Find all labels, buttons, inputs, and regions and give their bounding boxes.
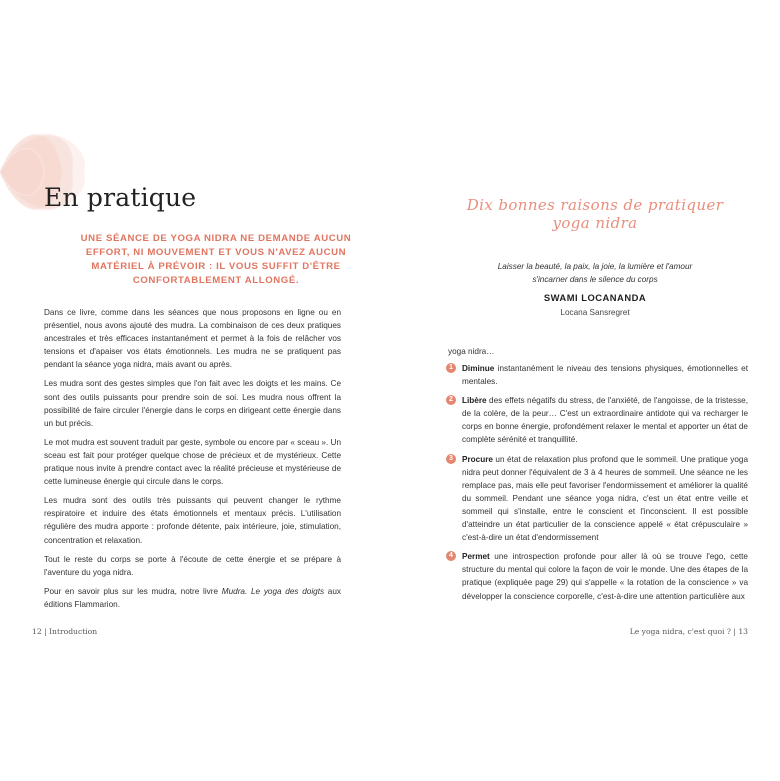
list-lead-in: yoga nidra… (448, 347, 495, 356)
left-folio: 12 | Introduction (32, 627, 98, 636)
reason-body: un état de relaxation plus profond que le sommeil. Une pratique yoga nidra peut donner l'équivalent de 3 à 4 heures de sommeil. Une séance ne les remplace pas, mais elle peut favoriser l'endormissement et améliorer la qualité du sommeil. Pendant une séance yoga nidra, c'est un état entre veille et sommeil qui s'installe, entre le conscient et l'inconscient. Il est possible d'atteindre un état particulier de la conscience appelé « état crépusculaire » c'est-à-dire un état d'endormissement (462, 454, 748, 543)
numbered-circle-icon: 3 (446, 454, 456, 464)
list-item (446, 394, 748, 446)
right-folio: Le yoga nidra, c'est quoi ? | 13 (629, 627, 748, 636)
reason-text (462, 550, 748, 602)
reason-lead-word: Diminue (462, 364, 495, 373)
body-paragraph-book-reference (44, 585, 341, 611)
chapter-title: En pratique (44, 183, 197, 212)
body-paragraph: Les mudra sont des outils très puissants qui peuvent changer le rythme respiratoire et induire des états émotionnels et mentaux précis. L'utilisation régulière des mudra apporte : profonde détente, paix intérieure, joie, stimulation, concentration et relaxation. (44, 496, 341, 545)
list-item (446, 362, 748, 388)
reason-lead-word: Procure (462, 454, 493, 464)
lotus-flower-icon (0, 112, 92, 232)
book-title: Mudra. Le yoga des doigts (221, 586, 325, 596)
body-paragraph: Dans ce livre, comme dans les séances que nous proposons en ligne ou en présentiel, nous avons ajouté des mudra. La combinaison de ces deux pratiques ancestrales et très efficaces instantanément et permet à la fois de relâcher vos tensions et d'apaiser vos états émotionnels. Les mudra ne se pratiquent pas pendant la séance yoga nidra, mais avant ou après. (44, 308, 341, 370)
reference-text-after: aux éditions Flammarion. (44, 586, 342, 609)
quote-author: SWAMI LOCANANDA (543, 292, 647, 303)
reason-text (462, 394, 748, 446)
reference-text-before: Pour en savoir plus sur les mudra, notre livre (44, 586, 222, 596)
intro-callout: UNE SÉANCE DE YOGA NIDRA NE DEMANDE AUCUN EFFORT, NI MOUVEMENT ET VOUS N'AVEZ AUCUN MATÉRIEL À PRÉVOIR : IL VOUS SUFFIT D'ÊTRE CONFORTABLEMENT ALLONGÉ. (80, 233, 352, 286)
numbered-circle-icon: 1 (446, 363, 456, 373)
reason-body: des effets négatifs du stress, de l'anxiété, de l'angoisse, de la tristesse, de la colère, de la peur… C'est un extraordinaire antidote qui va recharger le corps en bonne énergie, profondément relaxer le mental et apporter un état de complète sérénité et tranquillité. (462, 396, 748, 445)
numbered-circle-icon: 2 (446, 395, 456, 405)
reason-lead-word: Permet (462, 552, 490, 562)
reason-text (462, 362, 748, 388)
quote-line-2: s'incarner dans le silence du corps (532, 275, 658, 284)
numbered-circle-icon: 4 (446, 551, 456, 561)
quote-author-subtitle: Locana Sansregret (560, 308, 630, 317)
section-script-title: Dix bonnes raisons de pratiquer yoga nidra (466, 196, 724, 232)
left-body-text (44, 306, 341, 617)
body-paragraph: Tout le reste du corps se porte à l'écoute de cette énergie et se prépare à l'aventure du yoga nidra. (44, 554, 341, 577)
reason-body: une introspection profonde pour aller là où se trouve l'ego, cette structure du mental qui colore la façon de voir le monde. Une des étapes de la pratique (expliquée page 29) qui s'appelle « la rotation de la conscience » va développer la conscience corporelle, c'est-à-dire une attention particulière aux (462, 552, 748, 601)
list-item (446, 550, 748, 602)
reasons-list (446, 362, 748, 609)
reason-lead-word: Libère (462, 396, 487, 406)
reason-body: instantanément le niveau des tensions physiques, émotionnelles et mentales. (462, 364, 748, 387)
body-paragraph: Le mot mudra est souvent traduit par geste, symbole ou encore par « sceau ». Un sceau est fait pour protéger quelque chose de précieux et de mystérieux. Cette pratique nous invite à prendre contact avec la réalité précieuse et mystérieuse de cette lumineuse énergie qui circule dans le corps. (44, 437, 341, 487)
epigraph-quote (446, 260, 744, 286)
list-item (446, 453, 748, 545)
quote-line-1: Laisser la beauté, la paix, la joie, la lumière et l'amour (497, 262, 693, 271)
body-paragraph: Les mudra sont des gestes simples que l'on fait avec les doigts et les mains. Ce sont des outils puissants pour prendre soin de soi. Les mudra nous offrent la possibilité de faire circuler l'énergie dans le corps en dirigeant cette énergie dans un but précis. (44, 379, 341, 428)
reason-text (462, 453, 748, 545)
